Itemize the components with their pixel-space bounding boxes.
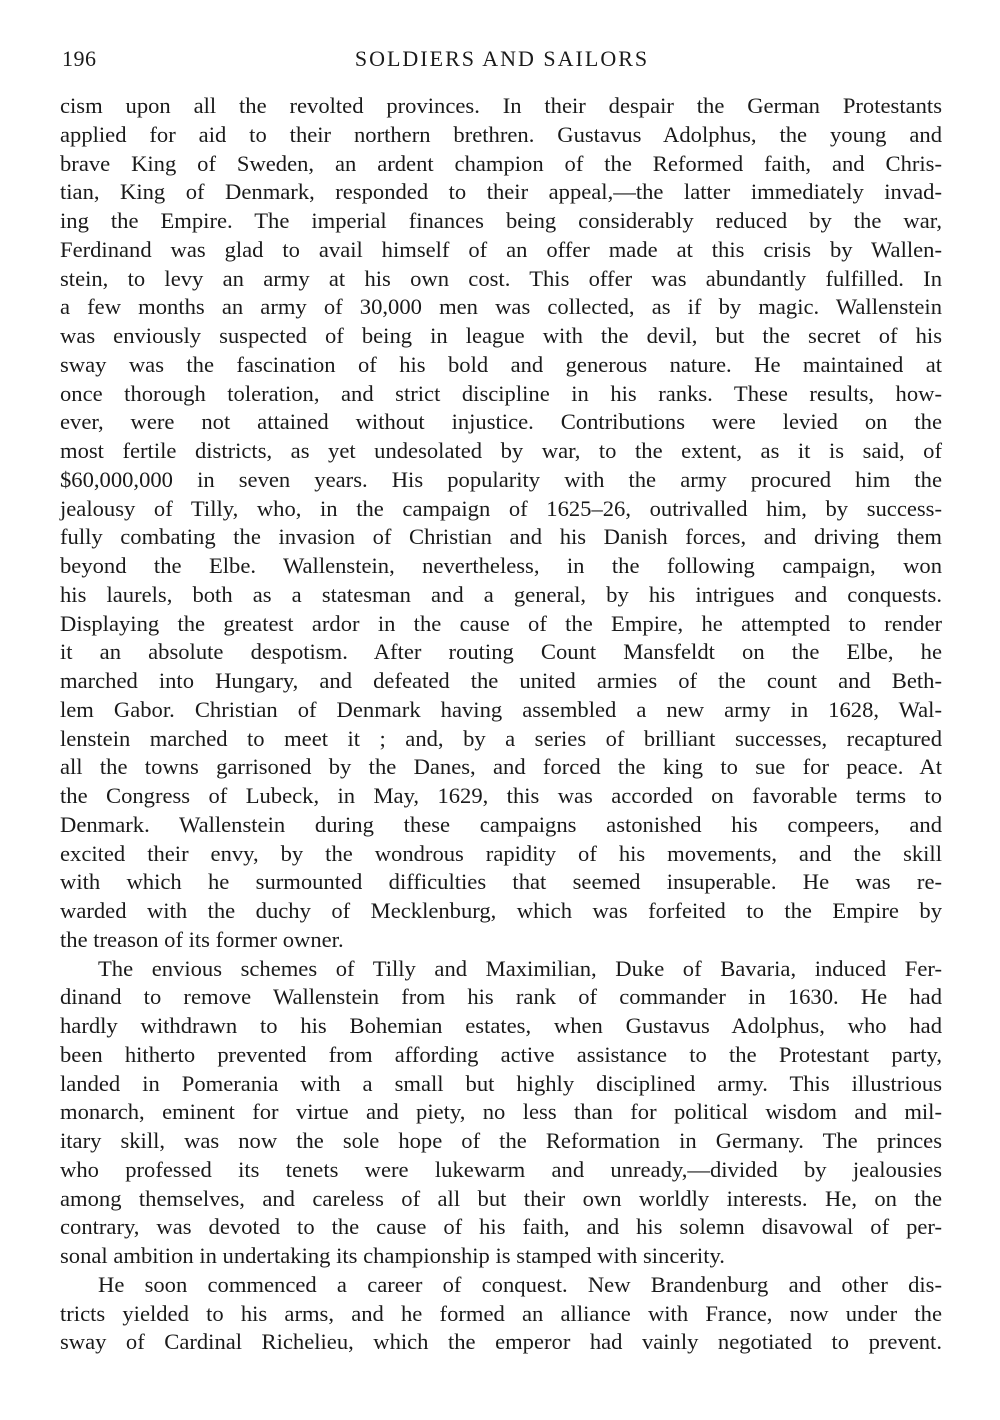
text-line: lenstein marched to meet it ; and, by a series of brilliant successes, recaptured [60,725,942,751]
text-line: Displaying the greatest ardor in the cause of the Empire, he attempted to render [60,610,942,636]
text-line: his laurels, both as a statesman and a general, by his intrigues and conquests. [60,581,942,607]
text-line: sonal ambition in undertaking its championship is stamped with sincerity. [60,1243,725,1268]
text-line: among themselves, and careless of all but their own worldly interests. He, on the [60,1185,942,1211]
text-line: the treason of its former owner. [60,926,344,952]
text-line: monarch, eminent for virtue and piety, no less than for political wisdom and mil- [60,1099,942,1125]
text-line: warded with the duchy of Mecklenburg, which was forfeited to the Empire by [60,898,942,923]
text-line: tian, King of Denmark, responded to their appeal,—the latter immediately invad- [60,179,942,205]
text-line: applied for aid to their northern brethren. Gustavus Adolphus, the young and [60,121,942,147]
text-line: been hitherto prevented from affording active assistance to the Protestant party, [60,1041,942,1067]
text-line: jealousy of Tilly, who, in the campaign of 1625–26, outrivalled him, by success- [60,495,942,521]
text-line: brave King of Sweden, an ardent champion of the Reformed faith, and Chris- [60,150,942,176]
text-line: once thorough toleration, and strict discipline in his ranks. These results, how- [60,380,942,406]
text-line: Denmark. Wallenstein during these campaigns astonished his compeers, and [60,811,942,837]
text-line: landed in Pomerania with a small but highly disciplined army. This illustrious [60,1070,942,1096]
text-line: hardly withdrawn to his Bohemian estates, when Gustavus Adolphus, who had [60,1013,942,1038]
text-line: $60,000,000 in seven years. His popularity with the army procured him the [60,466,942,492]
text-line: beyond the Elbe. Wallenstein, nevertheless, in the following campaign, won [60,553,942,578]
text-line: itary skill, was now the sole hope of the Reformation in Germany. The princes [60,1128,942,1153]
text-line: ing the Empire. The imperial finances being considerably reduced by the war, [60,208,942,233]
text-line: The envious schemes of Tilly and Maximilian, Duke of Bavaria, induced Fer- [98,955,942,981]
text-line: dinand to remove Wallenstein from his rank of commander in 1630. He had [60,984,942,1010]
text-line: Ferdinand was glad to avail himself of an offer made at this crisis by Wallen- [60,236,942,262]
page-number: 196 [62,46,97,71]
text-line: was enviously suspected of being in league with the devil, but the secret of his [60,323,942,348]
text-line: lem Gabor. Christian of Denmark having assembled a new army in 1628, Wal- [60,696,942,722]
page-header [62,46,942,80]
text-line: a few months an army of 30,000 men was collected, as if by magic. Wallenstein [60,294,942,320]
text-line: cism upon all the revolted provinces. In their despair the German Protestants [60,93,942,118]
text-line: with which he surmounted difficulties that seemed insuperable. He was re- [60,869,942,895]
text-line: excited their envy, by the wondrous rapidity of his movements, and the skill [60,840,942,866]
text-line: most fertile districts, as yet undesolated by war, to the extent, as it is said, of [60,438,942,463]
text-line: marched into Hungary, and defeated the united armies of the count and Beth- [60,668,942,693]
text-line: He soon commenced a career of conquest. New Brandenburg and other dis- [98,1271,942,1297]
text-line: sway was the fascination of his bold and generous nature. He maintained at [60,351,942,377]
text-line: all the towns garrisoned by the Danes, and forced the king to sue for peace. At [60,754,942,780]
text-line: tricts yielded to his arms, and he formed an alliance with France, now under the [60,1300,942,1326]
text-line: it an absolute despotism. After routing Count Mansfeldt on the Elbe, he [60,639,942,665]
text-line: contrary, was devoted to the cause of his faith, and his solemn disavowal of per- [60,1214,942,1240]
body-text [60,92,942,1357]
text-line: the Congress of Lubeck, in May, 1629, this was accorded on favorable terms to [60,783,942,808]
running-head: SOLDIERS AND SAILORS [354,46,650,71]
text-line: ever, were not attained without injustice. Contributions were levied on the [60,409,942,435]
text-line: sway of Cardinal Richelieu, which the emperor had vainly negotiated to prevent. [60,1329,942,1355]
text-line: fully combating the invasion of Christian and his Danish forces, and driving them [60,524,942,550]
text-line: who professed its tenets were lukewarm and unready,—divided by jealousies [60,1156,942,1182]
text-line: stein, to levy an army at his own cost. This offer was abundantly fulfilled. In [60,265,942,291]
